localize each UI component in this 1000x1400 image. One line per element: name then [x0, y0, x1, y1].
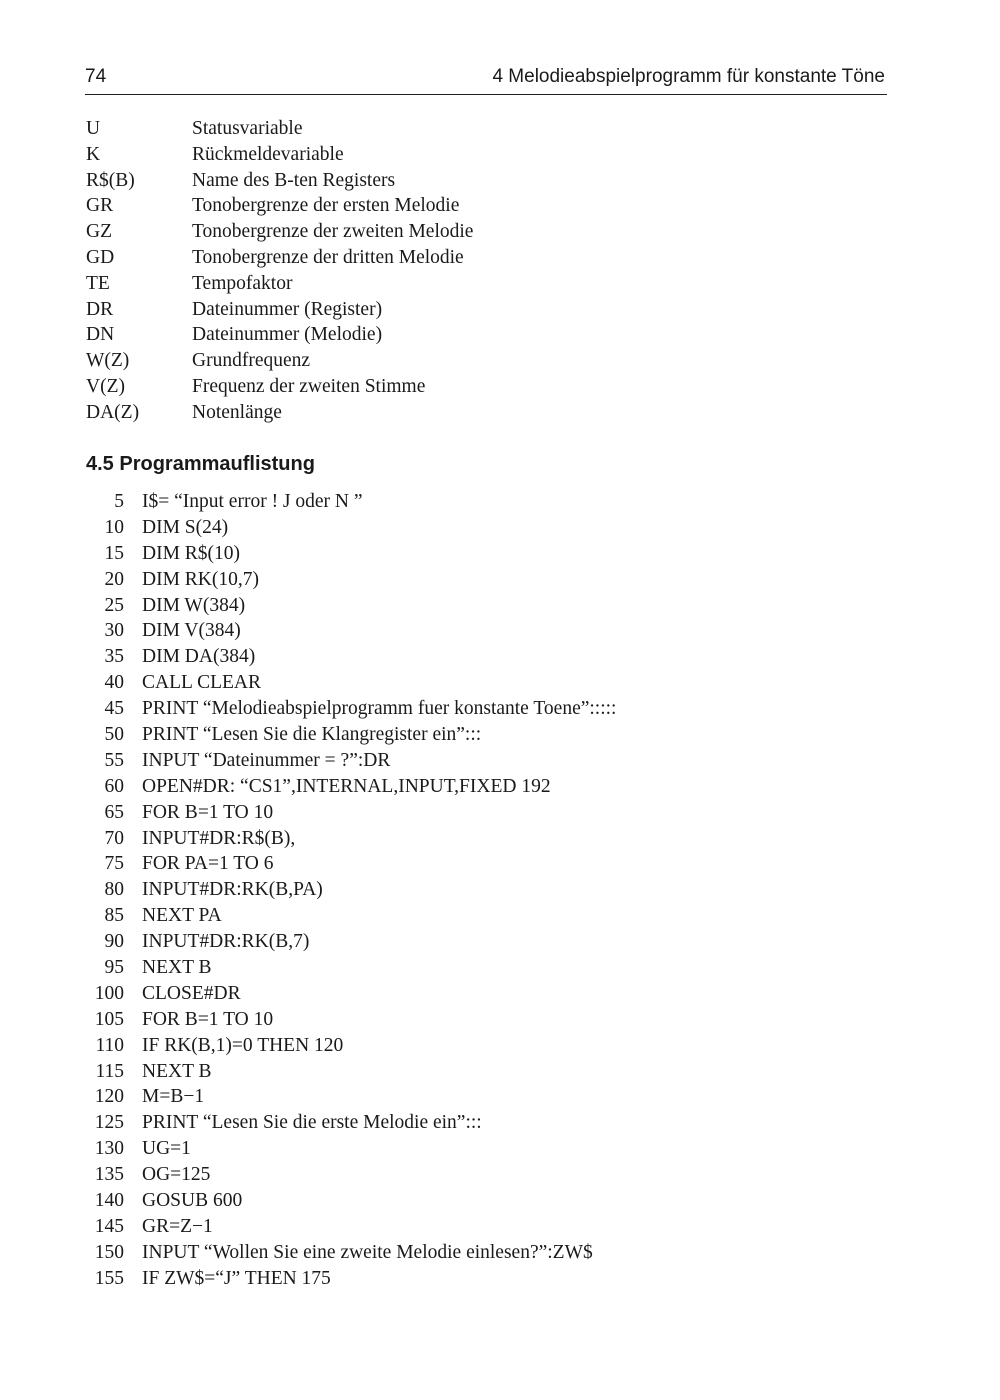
code-line [80, 1086, 840, 1112]
line-code: FOR PA=1 TO 6 [142, 853, 274, 875]
line-code: NEXT PA [142, 905, 222, 927]
variable-name: GR [86, 195, 114, 217]
program-listing [80, 491, 840, 1294]
line-number: 50 [104, 724, 124, 746]
code-line [80, 1112, 840, 1138]
code-line [80, 1190, 840, 1216]
variable-description: Tempofaktor [192, 272, 293, 294]
code-line [80, 983, 840, 1009]
code-line [80, 1061, 840, 1087]
variable-name: GZ [86, 221, 112, 243]
variable-row [86, 376, 786, 402]
variable-row [86, 195, 786, 221]
line-code: DIM S(24) [142, 516, 229, 538]
code-line [80, 646, 840, 672]
code-line [80, 698, 840, 724]
line-code: I$= “Input error ! J oder N ” [142, 491, 363, 512]
variable-description: Dateinummer (Melodie) [192, 324, 383, 346]
variable-row [86, 247, 786, 273]
variable-row [86, 350, 786, 376]
variable-row [86, 170, 786, 196]
line-number: 110 [95, 1034, 124, 1056]
line-number: 25 [104, 594, 124, 616]
variable-row [86, 402, 786, 428]
code-line [80, 1138, 840, 1164]
code-line [80, 802, 840, 828]
code-line [80, 1268, 840, 1294]
line-number: 105 [94, 1008, 124, 1030]
line-number: 145 [94, 1215, 124, 1237]
line-number: 35 [104, 646, 124, 668]
code-line [80, 1009, 840, 1035]
line-code: DIM W(384) [142, 594, 246, 616]
line-code: CALL CLEAR [142, 672, 261, 694]
variable-description: Rückmeldevariable [192, 143, 344, 165]
line-number: 120 [94, 1086, 124, 1108]
line-number: 5 [114, 491, 124, 512]
line-number: 55 [104, 749, 124, 771]
variable-name: U [86, 118, 101, 139]
code-line [80, 620, 840, 646]
variable-name: W(Z) [86, 350, 130, 372]
variable-name: K [86, 143, 101, 165]
line-number: 60 [104, 775, 124, 797]
variable-description: Name des B-ten Registers [192, 169, 396, 191]
variable-name: TE [86, 272, 110, 294]
code-line [80, 828, 840, 854]
line-number: 75 [104, 853, 124, 875]
line-code: CLOSE#DR [142, 982, 241, 1004]
line-code: FOR B=1 TO 10 [142, 801, 274, 823]
line-code: INPUT “Wollen Sie eine zweite Melodie einlesen?”:ZW$ [142, 1241, 593, 1263]
code-line [80, 672, 840, 698]
variable-description: Frequenz der zweiten Stimme [192, 375, 426, 397]
variable-name: GD [86, 246, 115, 268]
code-line [80, 905, 840, 931]
variable-description: Tonobergrenze der dritten Melodie [192, 246, 464, 268]
line-number: 130 [94, 1138, 124, 1160]
line-code: GOSUB 600 [142, 1190, 243, 1212]
variable-name: DA(Z) [86, 401, 140, 423]
code-line [80, 853, 840, 879]
variable-row [86, 221, 786, 247]
variable-row [86, 118, 786, 144]
variable-row [86, 324, 786, 350]
variable-name: V(Z) [86, 375, 125, 397]
code-line [80, 1216, 840, 1242]
line-number: 45 [104, 698, 124, 720]
page-number: 74 [85, 66, 107, 87]
code-line [80, 750, 840, 776]
line-number: 30 [104, 620, 124, 642]
line-number: 40 [104, 672, 124, 694]
code-line [80, 543, 840, 569]
variable-name: R$(B) [86, 169, 135, 191]
line-code: M=B−1 [142, 1086, 205, 1108]
line-code: OPEN#DR: “CS1”,INTERNAL,INPUT,FIXED 192 [142, 775, 551, 797]
variable-description: Tonobergrenze der ersten Melodie [192, 195, 460, 217]
variable-description: Statusvariable [192, 118, 303, 139]
line-number: 125 [94, 1112, 124, 1134]
page-header [85, 64, 887, 95]
line-number: 135 [94, 1164, 124, 1186]
code-line [80, 491, 840, 517]
line-code: DIM RK(10,7) [142, 568, 259, 590]
code-line [80, 1164, 840, 1190]
code-line [80, 931, 840, 957]
line-code: INPUT#DR:RK(B,PA) [142, 879, 323, 901]
line-number: 155 [94, 1267, 124, 1289]
code-line [80, 595, 840, 621]
line-number: 95 [104, 957, 124, 979]
line-code: INPUT#DR:R$(B), [142, 827, 296, 849]
variable-row [86, 273, 786, 299]
line-number: 100 [94, 982, 124, 1004]
line-code: IF RK(B,1)=0 THEN 120 [142, 1034, 344, 1056]
variable-row [86, 299, 786, 325]
line-code: IF ZW$=“J” THEN 175 [142, 1267, 331, 1289]
variable-list [86, 118, 786, 428]
line-number: 80 [104, 879, 124, 901]
line-code: GR=Z−1 [142, 1215, 213, 1237]
section-heading: 4.5 Programmauflistung [86, 453, 315, 475]
line-code: DIM R$(10) [142, 542, 241, 564]
line-code: PRINT “Lesen Sie die Klangregister ein”::: [142, 724, 482, 746]
variable-description: Grundfrequenz [192, 350, 311, 372]
code-line [80, 879, 840, 905]
variable-description: Dateinummer (Register) [192, 298, 383, 320]
line-code: INPUT#DR:RK(B,7) [142, 931, 310, 953]
line-code: FOR B=1 TO 10 [142, 1008, 274, 1030]
line-code: NEXT B [142, 957, 212, 979]
line-code: NEXT B [142, 1060, 212, 1082]
line-code: DIM V(384) [142, 620, 241, 642]
variable-description: Notenlänge [192, 401, 282, 423]
line-number: 140 [94, 1190, 124, 1212]
code-line [80, 569, 840, 595]
line-code: INPUT “Dateinummer = ?”:DR [142, 749, 391, 771]
line-number: 20 [104, 568, 124, 590]
line-number: 70 [104, 827, 124, 849]
line-code: PRINT “Melodieabspielprogramm fuer konstante Toene”::::: [142, 698, 617, 720]
code-line [80, 517, 840, 543]
line-number: 15 [104, 542, 124, 564]
variable-description: Tonobergrenze der zweiten Melodie [192, 221, 474, 243]
running-title: 4 Melodieabspielprogramm für konstante Töne [492, 66, 885, 87]
line-number: 85 [104, 905, 124, 927]
variable-name: DN [86, 324, 115, 346]
code-line [80, 776, 840, 802]
line-code: PRINT “Lesen Sie die erste Melodie ein”::: [142, 1112, 482, 1134]
line-code: UG=1 [142, 1138, 191, 1160]
line-number: 10 [104, 516, 124, 538]
line-number: 150 [94, 1241, 124, 1263]
code-line [80, 724, 840, 750]
line-number: 90 [104, 931, 124, 953]
code-line [80, 957, 840, 983]
code-line [80, 1035, 840, 1061]
line-number: 65 [104, 801, 124, 823]
variable-name: DR [86, 298, 114, 320]
line-code: OG=125 [142, 1164, 211, 1186]
line-number: 115 [95, 1060, 124, 1082]
code-line [80, 1242, 840, 1268]
variable-row [86, 144, 786, 170]
line-code: DIM DA(384) [142, 646, 256, 668]
